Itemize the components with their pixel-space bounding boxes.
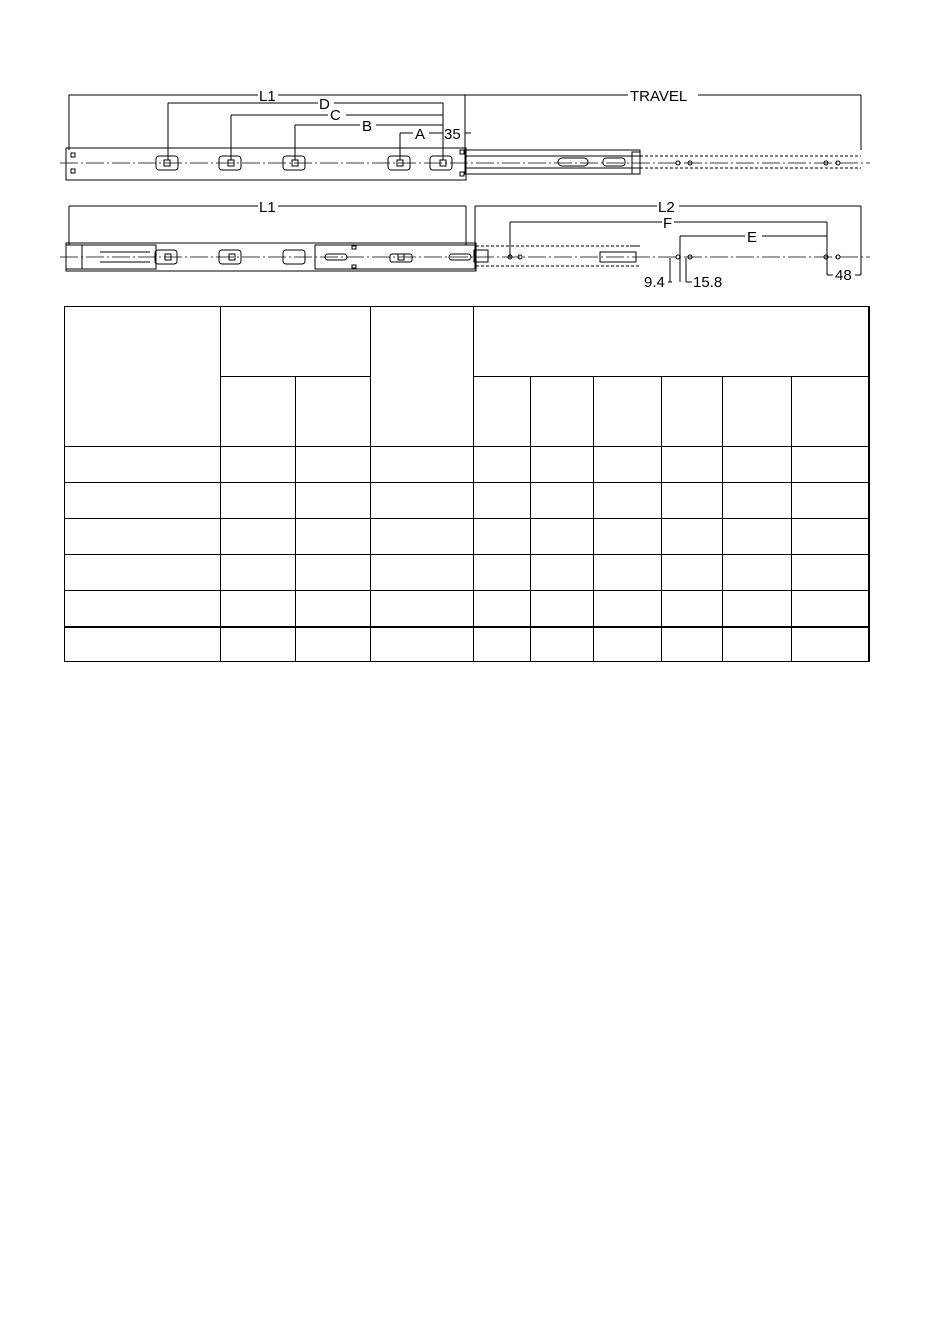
table-cell: [221, 555, 296, 591]
table-row: [65, 627, 869, 662]
bottom-l1-label: L1: [259, 199, 276, 216]
top-view: [60, 95, 870, 180]
table-cell: [594, 483, 662, 519]
table-cell: [221, 519, 296, 555]
header-cell-a: [474, 377, 531, 447]
table-cell: [662, 483, 723, 519]
table-cell: [792, 627, 869, 662]
table-cell: [531, 519, 594, 555]
table-cell: [723, 627, 792, 662]
header-cell-dimension-group: [474, 307, 869, 377]
table-cell: [723, 555, 792, 591]
table-cell: [531, 447, 594, 483]
table-cell: [296, 591, 371, 627]
table-cell: [371, 627, 474, 662]
table-cell: [531, 591, 594, 627]
table-cell: [474, 555, 531, 591]
header-cell-model: [65, 307, 221, 447]
table-cell: [371, 447, 474, 483]
table-cell: [662, 591, 723, 627]
table-cell: [65, 483, 221, 519]
top-35-label: 35: [444, 126, 461, 143]
table-row: [65, 591, 869, 627]
table-cell: [474, 627, 531, 662]
table-cell: [296, 627, 371, 662]
header-cell-d: [662, 377, 723, 447]
table-row: [65, 555, 869, 591]
table-cell: [296, 447, 371, 483]
bottom-48-label: 48: [835, 267, 852, 284]
header-cell-length-group: [221, 307, 371, 377]
table-cell: [662, 555, 723, 591]
table-cell: [531, 627, 594, 662]
table-cell: [65, 555, 221, 591]
top-travel-label: TRAVEL: [630, 88, 688, 105]
table-cell: [371, 519, 474, 555]
table-cell: [474, 519, 531, 555]
table-cell: [594, 627, 662, 662]
table-cell: [474, 483, 531, 519]
header-cell-load: [371, 307, 474, 447]
table-cell: [65, 627, 221, 662]
bottom-9-4-label: 9.4: [644, 274, 665, 291]
table-cell: [594, 447, 662, 483]
table-cell: [662, 519, 723, 555]
table-cell: [594, 519, 662, 555]
table-cell: [65, 447, 221, 483]
bottom-f-label: F: [663, 215, 673, 232]
table-cell: [662, 627, 723, 662]
table-cell: [371, 591, 474, 627]
bottom-15-8-label: 15.8: [693, 274, 723, 291]
table-cell: [474, 447, 531, 483]
header-cell-b: [531, 377, 594, 447]
table-cell: [723, 483, 792, 519]
table-cell: [594, 591, 662, 627]
table-cell: [296, 555, 371, 591]
table-cell: [723, 591, 792, 627]
top-d-label: D: [319, 96, 330, 113]
table-cell: [723, 519, 792, 555]
table-cell: [221, 627, 296, 662]
table-cell: [723, 447, 792, 483]
table-cell: [792, 483, 869, 519]
table-cell: [371, 483, 474, 519]
slide-technical-drawing: [0, 0, 933, 300]
table-cell: [296, 483, 371, 519]
table-cell: [65, 519, 221, 555]
table-cell: [792, 591, 869, 627]
bottom-l2-label: L2: [658, 199, 675, 216]
table-cell: [65, 591, 221, 627]
table-cell: [662, 447, 723, 483]
table-row: [65, 519, 869, 555]
specification-table: [64, 306, 870, 662]
table-row: [65, 447, 869, 483]
top-a-label: A: [415, 126, 426, 143]
header-cell-l1: [221, 377, 296, 447]
table-cell: [531, 483, 594, 519]
header-cell-travel: [296, 377, 371, 447]
table-cell: [792, 555, 869, 591]
table-cell: [221, 591, 296, 627]
top-c-label: C: [330, 107, 341, 124]
table-cell: [594, 555, 662, 591]
table-cell: [531, 555, 594, 591]
bottom-e-label: E: [747, 229, 758, 246]
table-cell: [474, 591, 531, 627]
table-cell: [221, 483, 296, 519]
table-row: [65, 483, 869, 519]
top-b-label: B: [362, 118, 373, 135]
header-cell-e: [723, 377, 792, 447]
table-cell: [296, 519, 371, 555]
table-cell: [792, 519, 869, 555]
header-cell-f: [792, 377, 869, 447]
table-cell: [221, 447, 296, 483]
top-l1-label: L1: [259, 88, 276, 105]
header-cell-c: [594, 377, 662, 447]
table-cell: [371, 555, 474, 591]
table-cell: [792, 447, 869, 483]
